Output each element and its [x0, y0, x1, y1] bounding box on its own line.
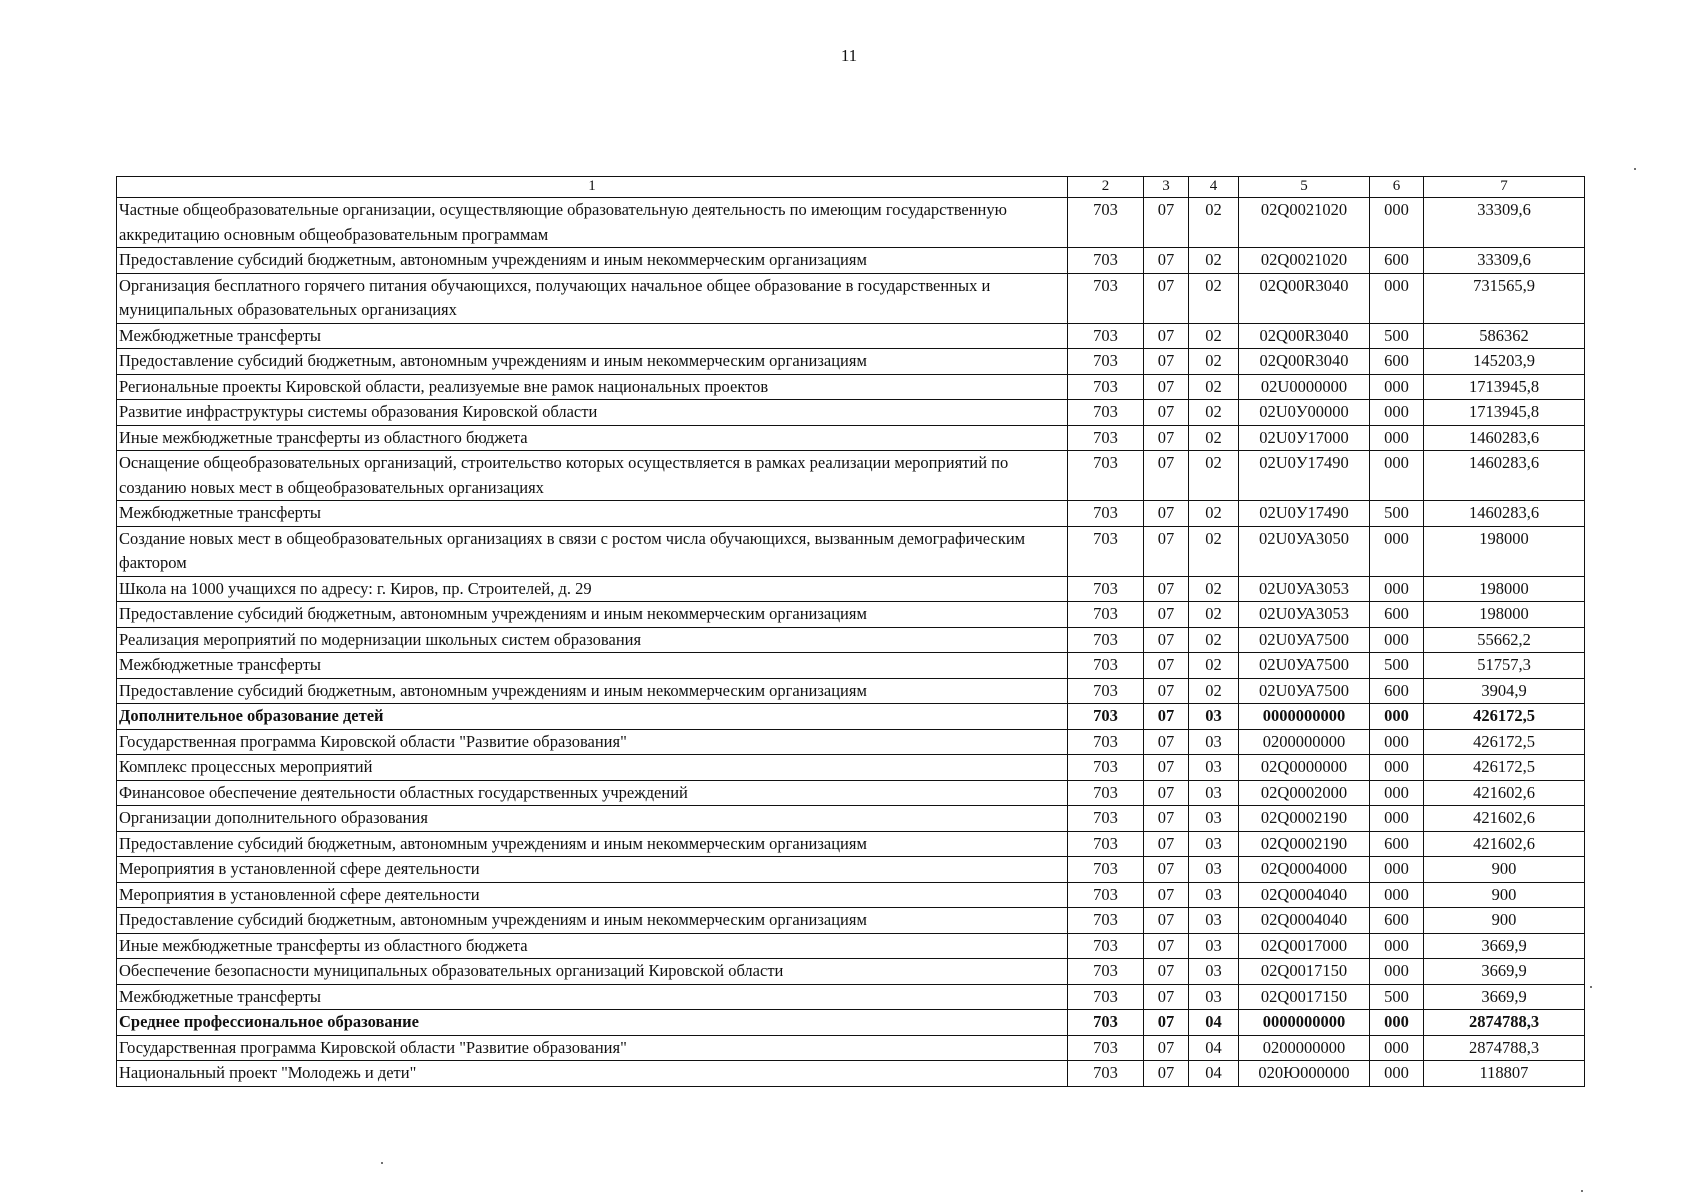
code-cell: 703 — [1068, 1061, 1144, 1087]
subsection-cell: 02 — [1189, 349, 1239, 375]
scan-speck — [1634, 168, 1636, 170]
item-name-cell: Частные общеобразовательные организации, осуществляющие образовательную деятельность по имеющим государственную аккредитацию основным общеобразовательным программам — [117, 198, 1068, 248]
section-cell: 07 — [1144, 857, 1189, 883]
expense-type-cell: 500 — [1370, 653, 1424, 679]
subsection-cell: 03 — [1189, 933, 1239, 959]
amount-cell: 55662,2 — [1424, 627, 1585, 653]
expense-type-cell: 000 — [1370, 882, 1424, 908]
item-name-cell: Государственная программа Кировской области "Развитие образования" — [117, 729, 1068, 755]
code-cell: 703 — [1068, 400, 1144, 426]
table-row — [117, 1061, 1585, 1087]
expense-type-cell: 000 — [1370, 400, 1424, 426]
item-name-cell: Комплекс процессных мероприятий — [117, 755, 1068, 781]
section-cell: 07 — [1144, 400, 1189, 426]
target-article-cell: 02U0УА7500 — [1239, 678, 1370, 704]
table-row — [117, 729, 1585, 755]
code-cell: 703 — [1068, 933, 1144, 959]
target-article-cell: 02U0УА3050 — [1239, 526, 1370, 576]
subsection-cell: 03 — [1189, 729, 1239, 755]
budget-table — [116, 176, 1585, 1087]
amount-cell: 421602,6 — [1424, 806, 1585, 832]
target-article-cell: 02Q0017150 — [1239, 959, 1370, 985]
subsection-cell: 02 — [1189, 678, 1239, 704]
expense-type-cell: 000 — [1370, 627, 1424, 653]
table-row — [117, 526, 1585, 576]
item-name-cell: Предоставление субсидий бюджетным, автономным учреждениям и иным некоммерческим организациям — [117, 678, 1068, 704]
amount-cell: 421602,6 — [1424, 780, 1585, 806]
code-cell: 703 — [1068, 576, 1144, 602]
expense-type-cell: 000 — [1370, 729, 1424, 755]
code-cell: 703 — [1068, 653, 1144, 679]
expense-type-cell: 000 — [1370, 959, 1424, 985]
section-cell: 07 — [1144, 780, 1189, 806]
code-cell: 703 — [1068, 806, 1144, 832]
subsection-cell: 02 — [1189, 526, 1239, 576]
target-article-cell: 02Q0004000 — [1239, 857, 1370, 883]
table-row — [117, 374, 1585, 400]
expense-type-cell: 500 — [1370, 501, 1424, 527]
target-article-cell: 02U0У17490 — [1239, 501, 1370, 527]
table-row — [117, 755, 1585, 781]
table-row — [117, 857, 1585, 883]
subsection-cell: 04 — [1189, 1035, 1239, 1061]
section-cell: 07 — [1144, 248, 1189, 274]
target-article-cell: 02Q00R3040 — [1239, 349, 1370, 375]
subsection-cell: 03 — [1189, 984, 1239, 1010]
section-cell: 07 — [1144, 908, 1189, 934]
amount-cell: 3669,9 — [1424, 984, 1585, 1010]
item-name-cell: Реализация мероприятий по модернизации школьных систем образования — [117, 627, 1068, 653]
column-header: 7 — [1424, 177, 1585, 198]
target-article-cell: 0200000000 — [1239, 1035, 1370, 1061]
expense-type-cell: 000 — [1370, 806, 1424, 832]
item-name-cell: Национальный проект "Молодежь и дети" — [117, 1061, 1068, 1087]
expense-type-cell: 000 — [1370, 425, 1424, 451]
code-cell: 703 — [1068, 831, 1144, 857]
table-row — [117, 451, 1585, 501]
target-article-cell: 02Q0017000 — [1239, 933, 1370, 959]
subsection-cell: 02 — [1189, 425, 1239, 451]
code-cell: 703 — [1068, 349, 1144, 375]
expense-type-cell: 600 — [1370, 248, 1424, 274]
target-article-cell: 02Q0000000 — [1239, 755, 1370, 781]
page-number: 11 — [840, 46, 858, 65]
table-row — [117, 501, 1585, 527]
item-name-cell: Организации дополнительного образования — [117, 806, 1068, 832]
expense-type-cell: 000 — [1370, 374, 1424, 400]
table-row — [117, 780, 1585, 806]
section-cell: 07 — [1144, 959, 1189, 985]
item-name-cell: Предоставление субсидий бюджетным, автономным учреждениям и иным некоммерческим организациям — [117, 349, 1068, 375]
table-row — [117, 984, 1585, 1010]
expense-type-cell: 000 — [1370, 755, 1424, 781]
target-article-cell: 02U0У00000 — [1239, 400, 1370, 426]
item-name-cell: Межбюджетные трансферты — [117, 984, 1068, 1010]
column-header: 4 — [1189, 177, 1239, 198]
subsection-cell: 03 — [1189, 882, 1239, 908]
target-article-cell: 02Q0002190 — [1239, 831, 1370, 857]
section-cell: 07 — [1144, 755, 1189, 781]
table-row — [117, 653, 1585, 679]
subsection-cell: 03 — [1189, 704, 1239, 730]
table-row — [117, 831, 1585, 857]
section-cell: 07 — [1144, 1061, 1189, 1087]
target-article-cell: 020Ю000000 — [1239, 1061, 1370, 1087]
table-row — [117, 933, 1585, 959]
code-cell: 703 — [1068, 882, 1144, 908]
target-article-cell: 02U0УА7500 — [1239, 653, 1370, 679]
item-name-cell: Предоставление субсидий бюджетным, автономным учреждениям и иным некоммерческим организациям — [117, 248, 1068, 274]
table-row — [117, 323, 1585, 349]
table-row — [117, 959, 1585, 985]
table-row — [117, 806, 1585, 832]
table-header-row — [117, 177, 1585, 198]
code-cell: 703 — [1068, 959, 1144, 985]
expense-type-cell: 600 — [1370, 831, 1424, 857]
subsection-cell: 03 — [1189, 780, 1239, 806]
table-row — [117, 576, 1585, 602]
code-cell: 703 — [1068, 627, 1144, 653]
table-row — [117, 1035, 1585, 1061]
table-row — [117, 627, 1585, 653]
section-cell: 07 — [1144, 678, 1189, 704]
section-cell: 07 — [1144, 349, 1189, 375]
expense-type-cell: 000 — [1370, 704, 1424, 730]
scan-speck — [1581, 1190, 1583, 1192]
amount-cell: 51757,3 — [1424, 653, 1585, 679]
section-cell: 07 — [1144, 831, 1189, 857]
expense-type-cell: 000 — [1370, 857, 1424, 883]
section-cell: 07 — [1144, 729, 1189, 755]
item-name-cell: Предоставление субсидий бюджетным, автономным учреждениям и иным некоммерческим организациям — [117, 908, 1068, 934]
column-header: 2 — [1068, 177, 1144, 198]
item-name-cell: Предоставление субсидий бюджетным, автономным учреждениям и иным некоммерческим организациям — [117, 831, 1068, 857]
item-name-cell: Школа на 1000 учащихся по адресу: г. Киров, пр. Строителей, д. 29 — [117, 576, 1068, 602]
expense-type-cell: 000 — [1370, 933, 1424, 959]
subsection-cell: 02 — [1189, 576, 1239, 602]
target-article-cell: 02Q0004040 — [1239, 882, 1370, 908]
table-row — [117, 248, 1585, 274]
table-row — [117, 425, 1585, 451]
section-cell: 07 — [1144, 1010, 1189, 1036]
section-cell: 07 — [1144, 882, 1189, 908]
code-cell: 703 — [1068, 780, 1144, 806]
subsection-cell: 03 — [1189, 908, 1239, 934]
code-cell: 703 — [1068, 273, 1144, 323]
expense-type-cell: 000 — [1370, 451, 1424, 501]
subsection-cell: 02 — [1189, 248, 1239, 274]
code-cell: 703 — [1068, 857, 1144, 883]
section-cell: 07 — [1144, 451, 1189, 501]
subsection-cell: 04 — [1189, 1061, 1239, 1087]
amount-cell: 3904,9 — [1424, 678, 1585, 704]
item-name-cell: Предоставление субсидий бюджетным, автономным учреждениям и иным некоммерческим организациям — [117, 602, 1068, 628]
target-article-cell: 02Q0021020 — [1239, 198, 1370, 248]
target-article-cell: 02U0У17490 — [1239, 451, 1370, 501]
code-cell: 703 — [1068, 451, 1144, 501]
item-name-cell: Развитие инфраструктуры системы образования Кировской области — [117, 400, 1068, 426]
item-name-cell: Финансовое обеспечение деятельности областных государственных учреждений — [117, 780, 1068, 806]
subsection-cell: 02 — [1189, 273, 1239, 323]
expense-type-cell: 000 — [1370, 576, 1424, 602]
item-name-cell: Иные межбюджетные трансферты из областного бюджета — [117, 933, 1068, 959]
table-row — [117, 1010, 1585, 1036]
target-article-cell: 0000000000 — [1239, 1010, 1370, 1036]
amount-cell: 118807 — [1424, 1061, 1585, 1087]
subsection-cell: 03 — [1189, 959, 1239, 985]
code-cell: 703 — [1068, 602, 1144, 628]
scan-speck — [381, 1162, 383, 1164]
amount-cell: 198000 — [1424, 576, 1585, 602]
target-article-cell: 0200000000 — [1239, 729, 1370, 755]
code-cell: 703 — [1068, 198, 1144, 248]
subsection-cell: 02 — [1189, 323, 1239, 349]
code-cell: 703 — [1068, 704, 1144, 730]
table-row — [117, 349, 1585, 375]
item-name-cell: Организация бесплатного горячего питания обучающихся, получающих начальное общее образование в государственных и муниципальных образовательных организациях — [117, 273, 1068, 323]
table-row — [117, 704, 1585, 730]
amount-cell: 3669,9 — [1424, 959, 1585, 985]
section-cell: 07 — [1144, 323, 1189, 349]
amount-cell: 426172,5 — [1424, 729, 1585, 755]
expense-type-cell: 000 — [1370, 1061, 1424, 1087]
subsection-cell: 02 — [1189, 451, 1239, 501]
table-row — [117, 198, 1585, 248]
expense-type-cell: 600 — [1370, 908, 1424, 934]
section-cell: 07 — [1144, 425, 1189, 451]
item-name-cell: Межбюджетные трансферты — [117, 653, 1068, 679]
section-cell: 07 — [1144, 653, 1189, 679]
amount-cell: 900 — [1424, 882, 1585, 908]
target-article-cell: 02Q0004040 — [1239, 908, 1370, 934]
expense-type-cell: 500 — [1370, 984, 1424, 1010]
code-cell: 703 — [1068, 908, 1144, 934]
scan-speck — [1590, 986, 1592, 988]
subsection-cell: 04 — [1189, 1010, 1239, 1036]
amount-cell: 900 — [1424, 857, 1585, 883]
target-article-cell: 02U0У17000 — [1239, 425, 1370, 451]
subsection-cell: 02 — [1189, 198, 1239, 248]
code-cell: 703 — [1068, 1010, 1144, 1036]
subsection-cell: 03 — [1189, 806, 1239, 832]
amount-cell: 426172,5 — [1424, 755, 1585, 781]
item-name-cell: Государственная программа Кировской области "Развитие образования" — [117, 1035, 1068, 1061]
table-row — [117, 400, 1585, 426]
target-article-cell: 02Q0021020 — [1239, 248, 1370, 274]
item-name-cell: Создание новых мест в общеобразовательных организациях в связи с ростом числа обучающихся, вызванным демографическим фактором — [117, 526, 1068, 576]
expense-type-cell: 600 — [1370, 602, 1424, 628]
expense-type-cell: 000 — [1370, 526, 1424, 576]
code-cell: 703 — [1068, 526, 1144, 576]
amount-cell: 3669,9 — [1424, 933, 1585, 959]
subsection-cell: 02 — [1189, 400, 1239, 426]
section-cell: 07 — [1144, 576, 1189, 602]
item-name-cell: Межбюджетные трансферты — [117, 501, 1068, 527]
table-row — [117, 678, 1585, 704]
section-cell: 07 — [1144, 1035, 1189, 1061]
code-cell: 703 — [1068, 984, 1144, 1010]
column-header: 5 — [1239, 177, 1370, 198]
code-cell: 703 — [1068, 1035, 1144, 1061]
column-header: 1 — [117, 177, 1068, 198]
target-article-cell: 02U0УА3053 — [1239, 576, 1370, 602]
table-row — [117, 273, 1585, 323]
section-cell: 07 — [1144, 806, 1189, 832]
subsection-cell: 02 — [1189, 653, 1239, 679]
subsection-cell: 02 — [1189, 374, 1239, 400]
amount-cell: 586362 — [1424, 323, 1585, 349]
amount-cell: 1460283,6 — [1424, 425, 1585, 451]
amount-cell: 145203,9 — [1424, 349, 1585, 375]
subsection-cell: 03 — [1189, 857, 1239, 883]
table-row — [117, 908, 1585, 934]
amount-cell: 731565,9 — [1424, 273, 1585, 323]
code-cell: 703 — [1068, 729, 1144, 755]
column-header: 6 — [1370, 177, 1424, 198]
amount-cell: 900 — [1424, 908, 1585, 934]
section-cell: 07 — [1144, 627, 1189, 653]
item-name-cell: Дополнительное образование детей — [117, 704, 1068, 730]
table-row — [117, 882, 1585, 908]
amount-cell: 198000 — [1424, 526, 1585, 576]
amount-cell: 1713945,8 — [1424, 374, 1585, 400]
subsection-cell: 03 — [1189, 755, 1239, 781]
amount-cell: 1713945,8 — [1424, 400, 1585, 426]
target-article-cell: 02U0УА3053 — [1239, 602, 1370, 628]
expense-type-cell: 500 — [1370, 323, 1424, 349]
amount-cell: 2874788,3 — [1424, 1010, 1585, 1036]
section-cell: 07 — [1144, 984, 1189, 1010]
column-header: 3 — [1144, 177, 1189, 198]
target-article-cell: 02Q0002190 — [1239, 806, 1370, 832]
expense-type-cell: 000 — [1370, 273, 1424, 323]
amount-cell: 2874788,3 — [1424, 1035, 1585, 1061]
code-cell: 703 — [1068, 323, 1144, 349]
item-name-cell: Обеспечение безопасности муниципальных образовательных организаций Кировской области — [117, 959, 1068, 985]
item-name-cell: Оснащение общеобразовательных организаций, строительство которых осуществляется в рамках реализации мероприятий по созданию новых мест в общеобразовательных организациях — [117, 451, 1068, 501]
target-article-cell: 02Q00R3040 — [1239, 323, 1370, 349]
target-article-cell: 02Q0017150 — [1239, 984, 1370, 1010]
section-cell: 07 — [1144, 602, 1189, 628]
code-cell: 703 — [1068, 678, 1144, 704]
item-name-cell: Региональные проекты Кировской области, реализуемые вне рамок национальных проектов — [117, 374, 1068, 400]
code-cell: 703 — [1068, 755, 1144, 781]
item-name-cell: Мероприятия в установленной сфере деятельности — [117, 857, 1068, 883]
code-cell: 703 — [1068, 374, 1144, 400]
item-name-cell: Межбюджетные трансферты — [117, 323, 1068, 349]
item-name-cell: Среднее профессиональное образование — [117, 1010, 1068, 1036]
expense-type-cell: 600 — [1370, 678, 1424, 704]
section-cell: 07 — [1144, 198, 1189, 248]
expense-type-cell: 000 — [1370, 198, 1424, 248]
amount-cell: 421602,6 — [1424, 831, 1585, 857]
expense-type-cell: 000 — [1370, 780, 1424, 806]
amount-cell: 426172,5 — [1424, 704, 1585, 730]
subsection-cell: 02 — [1189, 602, 1239, 628]
section-cell: 07 — [1144, 501, 1189, 527]
section-cell: 07 — [1144, 374, 1189, 400]
code-cell: 703 — [1068, 248, 1144, 274]
expense-type-cell: 000 — [1370, 1035, 1424, 1061]
section-cell: 07 — [1144, 933, 1189, 959]
code-cell: 703 — [1068, 425, 1144, 451]
table-body — [117, 198, 1585, 1087]
amount-cell: 198000 — [1424, 602, 1585, 628]
subsection-cell: 02 — [1189, 501, 1239, 527]
amount-cell: 33309,6 — [1424, 198, 1585, 248]
subsection-cell: 02 — [1189, 627, 1239, 653]
item-name-cell: Мероприятия в установленной сфере деятельности — [117, 882, 1068, 908]
item-name-cell: Иные межбюджетные трансферты из областного бюджета — [117, 425, 1068, 451]
amount-cell: 1460283,6 — [1424, 451, 1585, 501]
section-cell: 07 — [1144, 704, 1189, 730]
subsection-cell: 03 — [1189, 831, 1239, 857]
amount-cell: 33309,6 — [1424, 248, 1585, 274]
section-cell: 07 — [1144, 526, 1189, 576]
target-article-cell: 02U0000000 — [1239, 374, 1370, 400]
section-cell: 07 — [1144, 273, 1189, 323]
target-article-cell: 02Q00R3040 — [1239, 273, 1370, 323]
target-article-cell: 02U0УА7500 — [1239, 627, 1370, 653]
target-article-cell: 0000000000 — [1239, 704, 1370, 730]
table-row — [117, 602, 1585, 628]
expense-type-cell: 000 — [1370, 1010, 1424, 1036]
expense-type-cell: 600 — [1370, 349, 1424, 375]
target-article-cell: 02Q0002000 — [1239, 780, 1370, 806]
amount-cell: 1460283,6 — [1424, 501, 1585, 527]
code-cell: 703 — [1068, 501, 1144, 527]
